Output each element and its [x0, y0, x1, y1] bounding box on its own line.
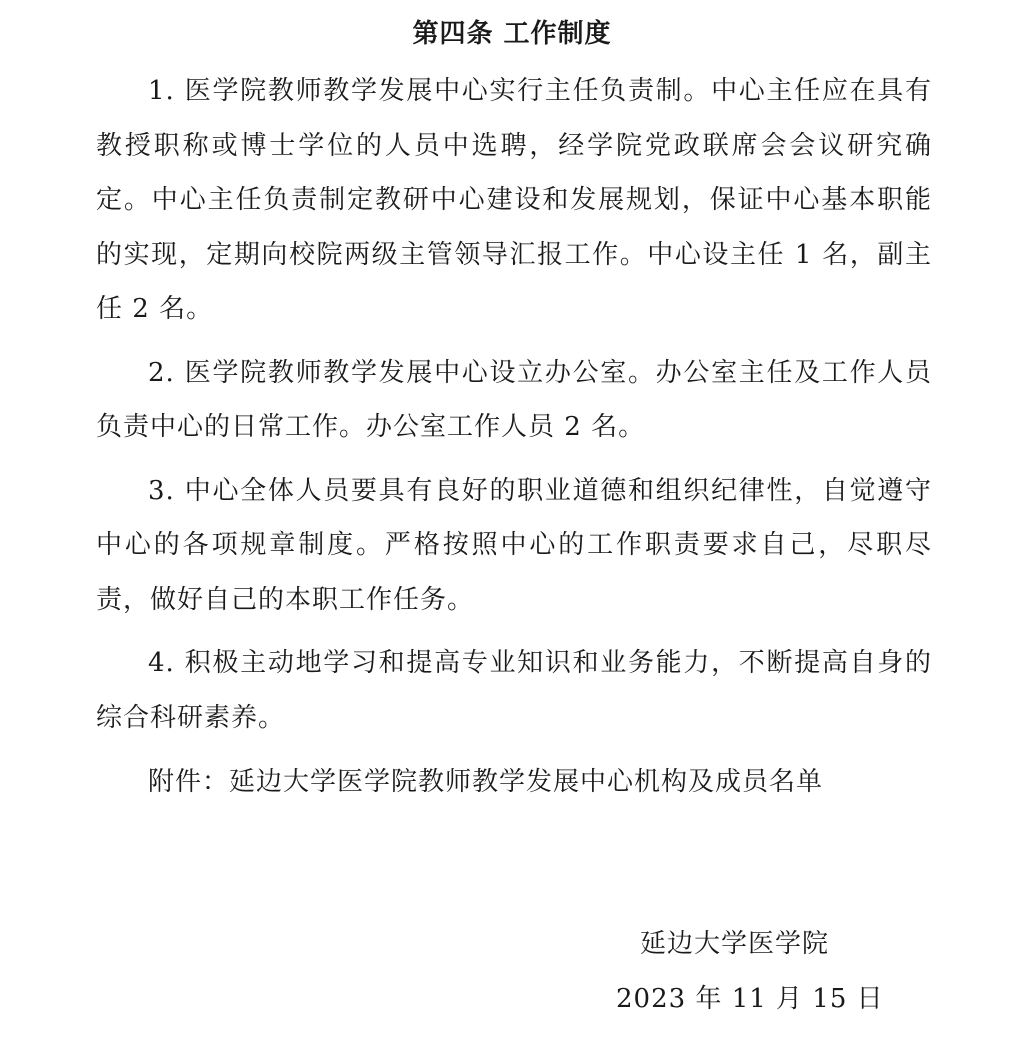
section-title: 第四条 工作制度	[412, 19, 612, 49]
document-body	[96, 64, 932, 754]
paragraph-2: 2. 医学院教师教学发展中心设立办公室。办公室主任及工作人员负责中心的日常工作。办公室工作人员 2 名。	[96, 357, 932, 442]
paragraph-3: 3. 中心全体人员要具有良好的职业道德和组织纪律性，自觉遵守中心的各项规章制度。严格按照中心的工作职责要求自己，尽职尽责，做好自己的本职工作任务。	[96, 475, 932, 615]
signature-organization: 延边大学医学院	[640, 929, 830, 959]
signature-date: 2023 年 11 月 15 日	[616, 984, 884, 1014]
attachment-line: 附件：延边大学医学院教师教学发展中心机构及成员名单	[148, 767, 824, 797]
paragraph-4: 4. 积极主动地学习和提高专业知识和业务能力，不断提高自身的综合科研素养。	[96, 648, 932, 733]
paragraph-1: 1. 医学院教师教学发展中心实行主任负责制。中心主任应在具有教授职称或博士学位的人员中选聘，经学院党政联席会会议研究确定。中心主任负责制定教研中心建设和发展规划，保证中心基本职能的实现，定期向校院两级主管领导汇报工作。中心设主任 1 名，副主任 2 名。	[96, 76, 932, 324]
